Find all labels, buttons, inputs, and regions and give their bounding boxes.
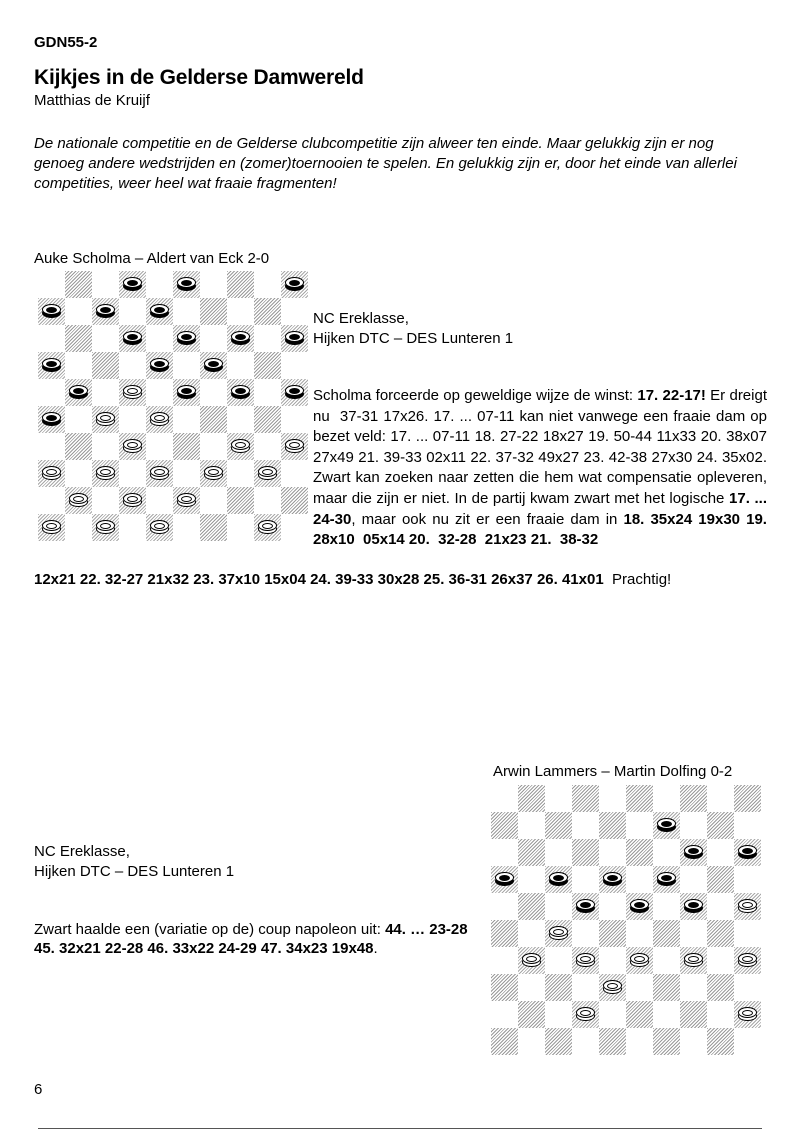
- white-piece-icon: [69, 493, 88, 508]
- black-piece-icon: [123, 277, 142, 292]
- dark-square: [707, 812, 734, 839]
- dark-square: [65, 433, 92, 460]
- game2-commentary-end: .: [373, 940, 378, 957]
- light-square: [734, 974, 761, 1001]
- game2-commentary-plain: Zwart haalde een (variatie op de) coup napoleon uit:: [34, 921, 386, 938]
- light-square: [146, 487, 173, 514]
- game1-commentary-tail: [34, 570, 767, 590]
- black-piece-icon: [231, 331, 250, 346]
- document-code: GDN55-2: [34, 34, 98, 51]
- light-square: [626, 974, 653, 1001]
- dark-square: [626, 947, 653, 974]
- light-square: [38, 379, 65, 406]
- white-piece-icon: [576, 953, 595, 968]
- dark-square: [92, 352, 119, 379]
- light-square: [227, 298, 254, 325]
- light-square: [227, 514, 254, 541]
- dark-square: [119, 433, 146, 460]
- commentary-text: Er dreigt nu 37-31 17x26. 17. ... 07-11 kan niet vanwege een fraaie dam op bezet veld: 17. ... 07-11 18. 27-22 18x27 19. 50-44 11x33 20. 38x07 27x49 21. 39-33 02x11 22. 37-32 49x27 23. 42-38 27x30 24. 35x02. Zwart kan zoeken naar zetten die hem wat compensatie opleveren, maar die zijn er niet. In de partij kwam zwart met het logische: [313, 387, 772, 507]
- light-square: [281, 406, 308, 433]
- dark-square: [65, 325, 92, 352]
- white-piece-icon: [150, 412, 169, 427]
- black-piece-icon: [738, 845, 757, 860]
- black-piece-icon: [150, 358, 169, 373]
- dark-square: [653, 920, 680, 947]
- black-piece-icon: [42, 412, 61, 427]
- game1-event-match: Hijken DTC – DES Lunteren 1: [313, 330, 514, 347]
- white-piece-icon: [42, 466, 61, 481]
- dark-square: [572, 947, 599, 974]
- dark-square: [281, 379, 308, 406]
- dark-square: [680, 785, 707, 812]
- light-square: [38, 325, 65, 352]
- black-piece-icon: [657, 818, 676, 833]
- dark-square: [92, 460, 119, 487]
- dark-square: [680, 947, 707, 974]
- white-piece-icon: [123, 493, 142, 508]
- light-square: [653, 785, 680, 812]
- light-square: [200, 379, 227, 406]
- light-square: [599, 947, 626, 974]
- black-piece-icon: [231, 385, 250, 400]
- dark-square: [545, 812, 572, 839]
- black-piece-icon: [204, 358, 223, 373]
- light-square: [65, 298, 92, 325]
- dark-square: [38, 460, 65, 487]
- light-square: [200, 487, 227, 514]
- dark-square: [119, 379, 146, 406]
- commentary-text: Scholma forceerde op geweldige wijze de winst:: [313, 387, 638, 404]
- light-square: [734, 1028, 761, 1055]
- dark-square: [38, 514, 65, 541]
- black-piece-icon: [495, 872, 514, 887]
- dark-square: [38, 352, 65, 379]
- light-square: [92, 487, 119, 514]
- commentary-moves: 17. 22-17!: [637, 387, 706, 404]
- dark-square: [572, 893, 599, 920]
- dark-square: [734, 1001, 761, 1028]
- dark-square: [227, 433, 254, 460]
- black-piece-icon: [69, 385, 88, 400]
- black-piece-icon: [177, 385, 196, 400]
- light-square: [146, 325, 173, 352]
- dark-square: [626, 839, 653, 866]
- black-piece-icon: [177, 277, 196, 292]
- game1-tail-exclaim: Prachtig!: [603, 571, 672, 588]
- light-square: [572, 974, 599, 1001]
- white-piece-icon: [285, 439, 304, 454]
- light-square: [518, 866, 545, 893]
- light-square: [38, 487, 65, 514]
- black-piece-icon: [630, 899, 649, 914]
- light-square: [653, 893, 680, 920]
- dark-square: [491, 812, 518, 839]
- white-piece-icon: [96, 520, 115, 535]
- dark-square: [119, 487, 146, 514]
- dark-square: [545, 920, 572, 947]
- white-piece-icon: [177, 493, 196, 508]
- white-piece-icon: [42, 520, 61, 535]
- dark-square: [734, 947, 761, 974]
- light-square: [65, 514, 92, 541]
- light-square: [545, 839, 572, 866]
- light-square: [254, 271, 281, 298]
- dark-square: [518, 1001, 545, 1028]
- light-square: [281, 298, 308, 325]
- article-author: Matthias de Kruijf: [34, 92, 150, 109]
- light-square: [200, 271, 227, 298]
- dark-square: [707, 920, 734, 947]
- light-square: [599, 893, 626, 920]
- light-square: [281, 514, 308, 541]
- light-square: [707, 947, 734, 974]
- dark-square: [254, 514, 281, 541]
- light-square: [545, 893, 572, 920]
- light-square: [491, 785, 518, 812]
- white-piece-icon: [96, 412, 115, 427]
- white-piece-icon: [258, 520, 277, 535]
- dark-square: [599, 812, 626, 839]
- white-piece-icon: [96, 466, 115, 481]
- dark-square: [173, 487, 200, 514]
- light-square: [173, 352, 200, 379]
- dark-square: [572, 1001, 599, 1028]
- light-square: [281, 460, 308, 487]
- dark-square: [572, 839, 599, 866]
- light-square: [491, 947, 518, 974]
- light-square: [92, 325, 119, 352]
- game1-commentary: [313, 386, 776, 551]
- light-square: [680, 1028, 707, 1055]
- dark-square: [545, 974, 572, 1001]
- black-piece-icon: [123, 331, 142, 346]
- dark-square: [65, 487, 92, 514]
- light-square: [173, 460, 200, 487]
- light-square: [653, 1001, 680, 1028]
- article-intro: De nationale competitie en de Gelderse clubcompetitie zijn alweer ten einde. Maar gelukkig zijn er nog genoeg andere wedstrijden en (zomer)toernooien te spelen. En gelukkig zijn er, door het einde van allerlei competities, weer heel wat fraaie fragmenten!: [34, 135, 737, 192]
- light-square: [572, 812, 599, 839]
- white-piece-icon: [549, 926, 568, 941]
- page-number: 6: [34, 1081, 43, 1098]
- light-square: [254, 433, 281, 460]
- white-piece-icon: [603, 980, 622, 995]
- black-piece-icon: [576, 899, 595, 914]
- dark-square: [518, 839, 545, 866]
- game2-title: Arwin Lammers – Martin Dolfing 0-2: [493, 763, 733, 780]
- light-square: [173, 298, 200, 325]
- dark-square: [200, 406, 227, 433]
- black-piece-icon: [285, 331, 304, 346]
- dark-square: [254, 352, 281, 379]
- light-square: [707, 893, 734, 920]
- light-square: [173, 406, 200, 433]
- light-square: [734, 920, 761, 947]
- commentary-moves: 17. ... 24-30: [313, 489, 772, 528]
- light-square: [281, 352, 308, 379]
- dark-square: [518, 893, 545, 920]
- dark-square: [146, 298, 173, 325]
- light-square: [545, 947, 572, 974]
- dark-square: [491, 920, 518, 947]
- light-square: [518, 1028, 545, 1055]
- white-piece-icon: [123, 385, 142, 400]
- light-square: [65, 460, 92, 487]
- light-square: [626, 812, 653, 839]
- dark-square: [707, 974, 734, 1001]
- black-piece-icon: [549, 872, 568, 887]
- light-square: [707, 1001, 734, 1028]
- dark-square: [599, 974, 626, 1001]
- light-square: [227, 352, 254, 379]
- black-piece-icon: [42, 358, 61, 373]
- light-square: [92, 271, 119, 298]
- white-piece-icon: [738, 953, 757, 968]
- black-piece-icon: [657, 872, 676, 887]
- light-square: [707, 839, 734, 866]
- light-square: [572, 920, 599, 947]
- dark-square: [545, 866, 572, 893]
- dark-square: [653, 812, 680, 839]
- dark-square: [119, 325, 146, 352]
- light-square: [572, 866, 599, 893]
- white-piece-icon: [522, 953, 541, 968]
- black-piece-icon: [285, 385, 304, 400]
- game1-event-competition: NC Ereklasse,: [313, 310, 409, 327]
- white-piece-icon: [258, 466, 277, 481]
- light-square: [65, 352, 92, 379]
- black-piece-icon: [96, 304, 115, 319]
- black-piece-icon: [684, 899, 703, 914]
- dark-square: [227, 379, 254, 406]
- dark-square: [119, 271, 146, 298]
- dark-square: [491, 974, 518, 1001]
- light-square: [491, 839, 518, 866]
- light-square: [119, 352, 146, 379]
- dark-square: [146, 406, 173, 433]
- dark-square: [200, 352, 227, 379]
- dark-square: [227, 271, 254, 298]
- light-square: [254, 325, 281, 352]
- dark-square: [653, 866, 680, 893]
- dark-square: [734, 893, 761, 920]
- article-title: Kijkjes in de Gelderse Damwereld: [34, 66, 364, 89]
- white-piece-icon: [738, 899, 757, 914]
- dark-square: [173, 325, 200, 352]
- light-square: [734, 866, 761, 893]
- light-square: [626, 866, 653, 893]
- light-square: [38, 271, 65, 298]
- dark-square: [518, 785, 545, 812]
- light-square: [491, 1001, 518, 1028]
- light-square: [491, 893, 518, 920]
- light-square: [545, 785, 572, 812]
- light-square: [146, 433, 173, 460]
- light-square: [119, 406, 146, 433]
- white-piece-icon: [150, 466, 169, 481]
- light-square: [173, 514, 200, 541]
- game2-event-competition: NC Ereklasse,: [34, 843, 130, 860]
- light-square: [38, 433, 65, 460]
- game2-event: [34, 842, 234, 882]
- light-square: [200, 325, 227, 352]
- light-square: [680, 974, 707, 1001]
- black-piece-icon: [42, 304, 61, 319]
- dark-square: [200, 298, 227, 325]
- light-square: [227, 406, 254, 433]
- dark-square: [680, 1001, 707, 1028]
- footer-divider: [38, 1128, 762, 1129]
- dark-square: [734, 839, 761, 866]
- dark-square: [680, 893, 707, 920]
- dark-square: [173, 379, 200, 406]
- dark-square: [38, 298, 65, 325]
- dark-square: [572, 785, 599, 812]
- white-piece-icon: [630, 953, 649, 968]
- dark-square: [734, 785, 761, 812]
- light-square: [626, 920, 653, 947]
- black-piece-icon: [150, 304, 169, 319]
- game2-event-match: Hijken DTC – DES Lunteren 1: [34, 863, 235, 880]
- dark-square: [146, 514, 173, 541]
- dark-square: [599, 920, 626, 947]
- light-square: [518, 920, 545, 947]
- light-square: [653, 947, 680, 974]
- dark-square: [173, 271, 200, 298]
- white-piece-icon: [738, 1007, 757, 1022]
- light-square: [680, 866, 707, 893]
- dark-square: [92, 406, 119, 433]
- light-square: [92, 433, 119, 460]
- dark-square: [281, 325, 308, 352]
- light-square: [707, 785, 734, 812]
- dark-square: [626, 785, 653, 812]
- white-piece-icon: [576, 1007, 595, 1022]
- dark-square: [599, 866, 626, 893]
- dark-square: [281, 433, 308, 460]
- light-square: [599, 785, 626, 812]
- light-square: [518, 974, 545, 1001]
- commentary-text: , maar ook nu zit er een fraaie dam in: [351, 510, 624, 528]
- black-piece-icon: [603, 872, 622, 887]
- light-square: [680, 920, 707, 947]
- dark-square: [254, 406, 281, 433]
- black-piece-icon: [684, 845, 703, 860]
- game2-draughts-board: [491, 785, 761, 1055]
- game1-tail-moves: 12x21 22. 32-27 21x32 23. 37x10 15x04 24. 39-33 30x28 25. 36-31 26x37 26. 41x01: [34, 571, 604, 588]
- game2-commentary-moves: 44. … 23-28 45. 32x21 22-28 46. 33x22 24-29 47. 34x23 19x48: [34, 921, 468, 957]
- dark-square: [173, 433, 200, 460]
- dark-square: [254, 460, 281, 487]
- black-piece-icon: [177, 331, 196, 346]
- white-piece-icon: [150, 520, 169, 535]
- dark-square: [707, 1028, 734, 1055]
- dark-square: [200, 514, 227, 541]
- light-square: [119, 514, 146, 541]
- light-square: [626, 1028, 653, 1055]
- light-square: [227, 460, 254, 487]
- dark-square: [545, 1028, 572, 1055]
- light-square: [653, 839, 680, 866]
- dark-square: [227, 325, 254, 352]
- dark-square: [599, 1028, 626, 1055]
- dark-square: [653, 974, 680, 1001]
- dark-square: [707, 866, 734, 893]
- light-square: [599, 839, 626, 866]
- dark-square: [491, 1028, 518, 1055]
- dark-square: [65, 379, 92, 406]
- light-square: [545, 1001, 572, 1028]
- black-piece-icon: [285, 277, 304, 292]
- commentary-moves: 18. 35x24 19x30 19. 28x10 05x14 20. 32-28 21x23 21. 38-32: [313, 510, 776, 549]
- dark-square: [653, 1028, 680, 1055]
- light-square: [146, 379, 173, 406]
- dark-square: [65, 271, 92, 298]
- dark-square: [146, 460, 173, 487]
- dark-square: [92, 514, 119, 541]
- light-square: [119, 298, 146, 325]
- light-square: [734, 812, 761, 839]
- dark-square: [281, 271, 308, 298]
- light-square: [518, 812, 545, 839]
- dark-square: [227, 487, 254, 514]
- dark-square: [200, 460, 227, 487]
- game1-title: Auke Scholma – Aldert van Eck 2-0: [34, 250, 270, 267]
- light-square: [254, 487, 281, 514]
- dark-square: [680, 839, 707, 866]
- light-square: [200, 433, 227, 460]
- dark-square: [626, 1001, 653, 1028]
- game2-commentary: [34, 920, 478, 958]
- dark-square: [518, 947, 545, 974]
- light-square: [680, 812, 707, 839]
- dark-square: [146, 352, 173, 379]
- light-square: [146, 271, 173, 298]
- light-square: [572, 1028, 599, 1055]
- white-piece-icon: [684, 953, 703, 968]
- game1-event: [313, 309, 513, 349]
- light-square: [254, 379, 281, 406]
- white-piece-icon: [231, 439, 250, 454]
- dark-square: [626, 893, 653, 920]
- dark-square: [38, 406, 65, 433]
- dark-square: [254, 298, 281, 325]
- light-square: [599, 1001, 626, 1028]
- dark-square: [281, 487, 308, 514]
- light-square: [65, 406, 92, 433]
- light-square: [92, 379, 119, 406]
- light-square: [119, 460, 146, 487]
- dark-square: [491, 866, 518, 893]
- dark-square: [92, 298, 119, 325]
- game1-draughts-board: [38, 271, 308, 541]
- white-piece-icon: [204, 466, 223, 481]
- white-piece-icon: [123, 439, 142, 454]
